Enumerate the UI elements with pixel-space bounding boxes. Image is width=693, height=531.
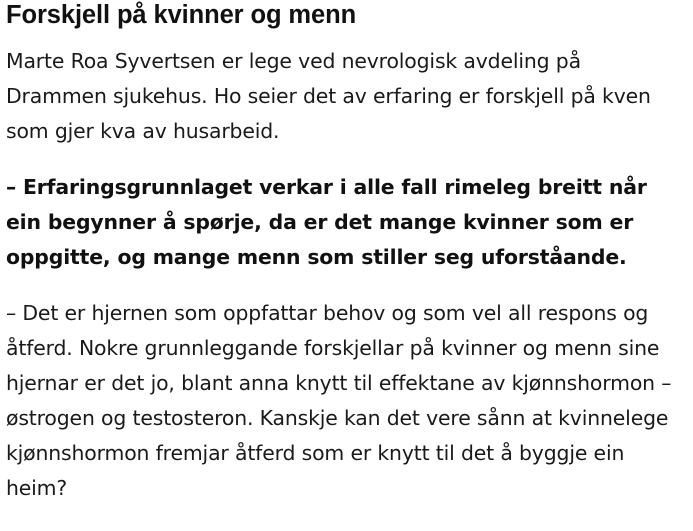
answer-paragraph: – Det er hjernen som oppfattar behov og som vel all respons og åtferd. Nokre grunnleggande forskjellar på kvinner og menn sine hjernar er det jo, blant anna knytt til effektane av kjønnshormon – østrogen og testosteron. Kanskje kan det vere sånn at kvinnelege kjønnshormon fremjar åtferd som er knytt til det å byggje ein heim? [6,301,672,500]
section-heading: Forskjell på kvinner og menn [6,1,357,29]
quote-paragraph-bold: – Erfaringsgrunnlaget verkar i alle fall rimeleg breitt når ein begynner å spørje, da er det mange kvinner som er oppgitte, og mange menn som stiller seg uforståande. [6,175,647,269]
intro-paragraph: Marte Roa Syvertsen er lege ved nevrologisk avdeling på Drammen sjukehus. Ho seier det av erfaring er forskjell på kven som gjer kva av husarbeid. [6,49,651,143]
